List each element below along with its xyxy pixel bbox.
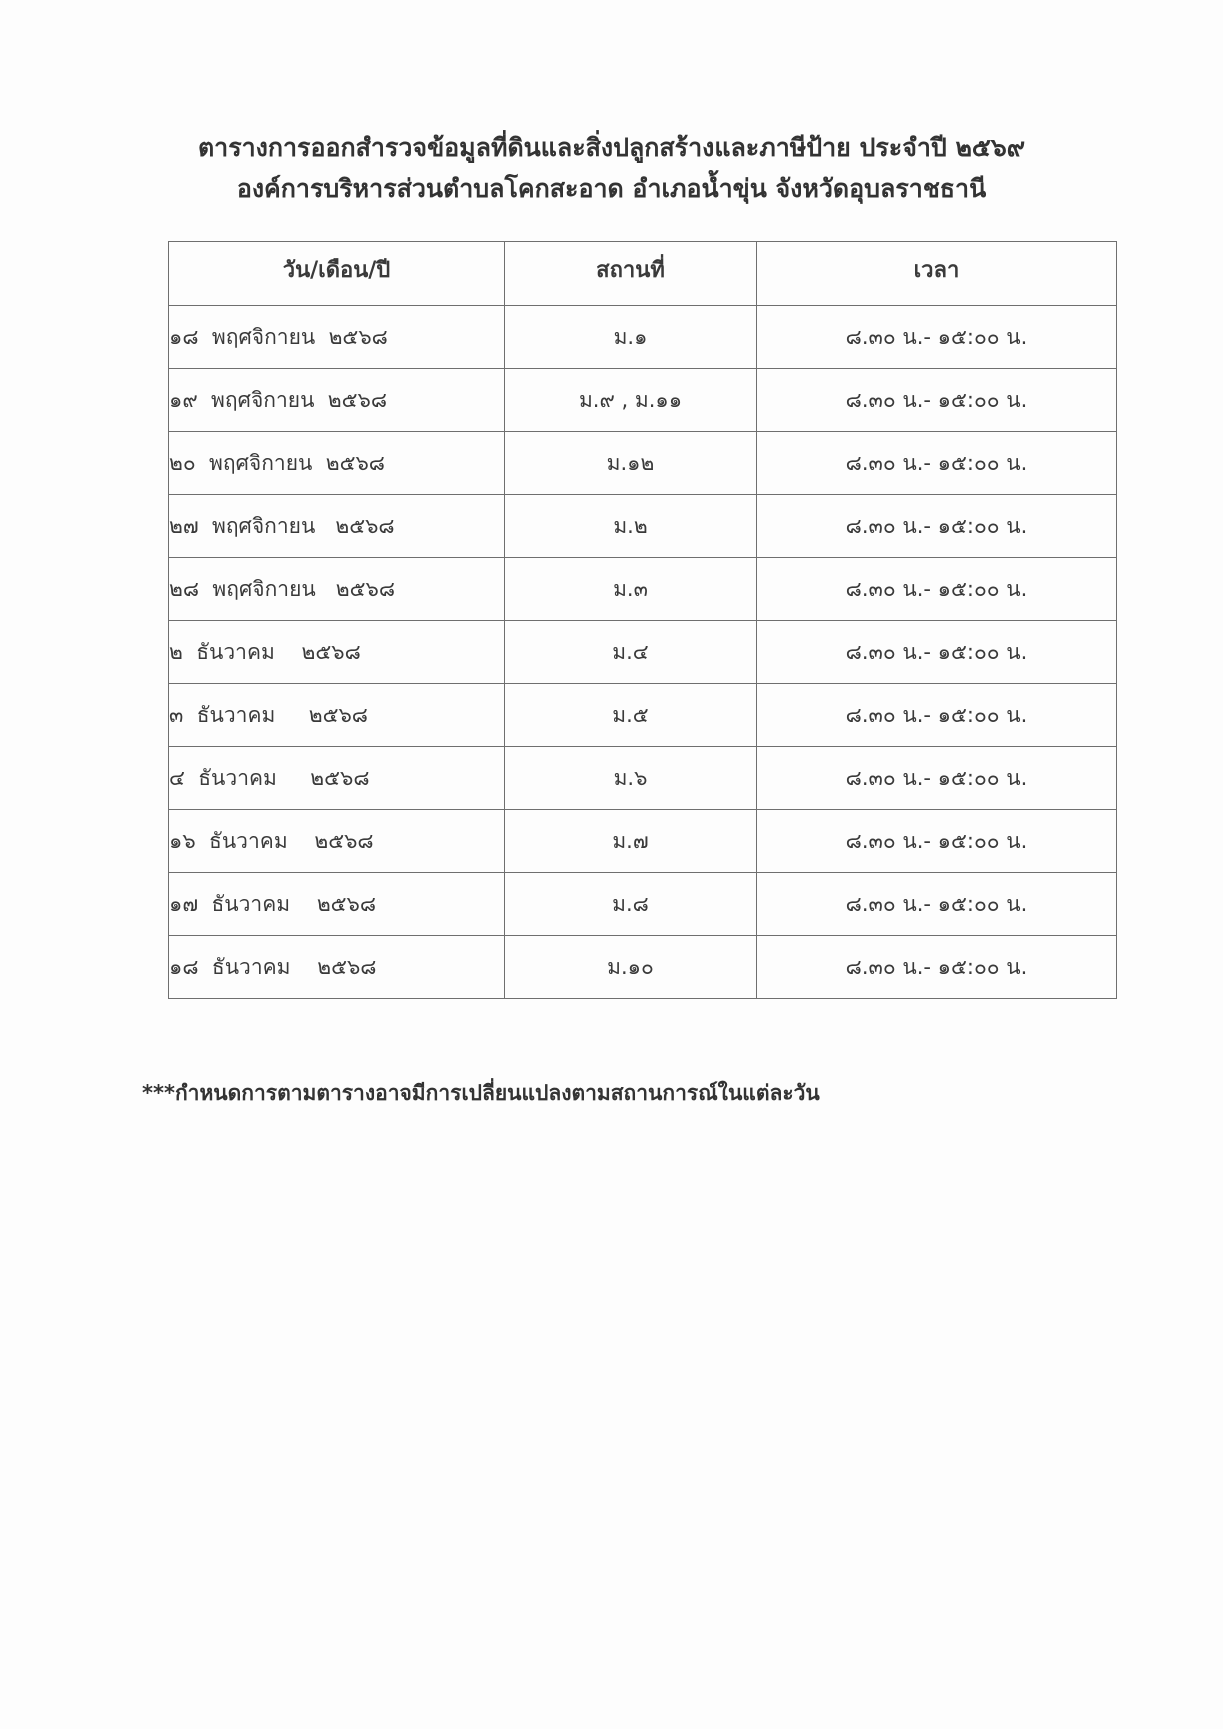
- document-title: ตารางการออกสำรวจข้อมูลที่ดินและสิ่งปลูกสร้างและภาษีป้าย ประจำปี ๒๕๖๙: [197, 133, 1026, 162]
- row-date: ๔ ธันวาคม ๒๕๖๘: [169, 747, 505, 810]
- table-row: [169, 432, 1117, 495]
- row-date: ๑๘ ธันวาคม ๒๕๖๘: [169, 936, 505, 999]
- row-time: ๘.๓๐ น.- ๑๕:๐๐ น.: [757, 747, 1117, 810]
- row-date: ๑๗ ธันวาคม ๒๕๖๘: [169, 873, 505, 936]
- table-row: [169, 873, 1117, 936]
- row-time: ๘.๓๐ น.- ๑๕:๐๐ น.: [757, 369, 1117, 432]
- row-time: ๘.๓๐ น.- ๑๕:๐๐ น.: [757, 495, 1117, 558]
- table-row: [169, 684, 1117, 747]
- row-date: ๒๘ พฤศจิกายน ๒๕๖๘: [169, 558, 505, 621]
- table-row: [169, 369, 1117, 432]
- row-time: ๘.๓๐ น.- ๑๕:๐๐ น.: [757, 558, 1117, 621]
- row-place: ม.๓: [505, 558, 757, 621]
- header-place: สถานที่: [505, 242, 757, 306]
- row-date: ๑๖ ธันวาคม ๒๕๖๘: [169, 810, 505, 873]
- row-time: ๘.๓๐ น.- ๑๕:๐๐ น.: [757, 306, 1117, 369]
- table-row: [169, 810, 1117, 873]
- row-place: ม.๑๒: [505, 432, 757, 495]
- row-time: ๘.๓๐ น.- ๑๕:๐๐ น.: [757, 810, 1117, 873]
- row-place: ม.๑๐: [505, 936, 757, 999]
- row-place: ม.๔: [505, 621, 757, 684]
- row-place: ม.๕: [505, 684, 757, 747]
- row-date: ๑๙ พฤศจิกายน ๒๕๖๘: [169, 369, 505, 432]
- row-date: ๓ ธันวาคม ๒๕๖๘: [169, 684, 505, 747]
- row-time: ๘.๓๐ น.- ๑๕:๐๐ น.: [757, 873, 1117, 936]
- table-row: [169, 621, 1117, 684]
- row-time: ๘.๓๐ น.- ๑๕:๐๐ น.: [757, 432, 1117, 495]
- row-place: ม.๗: [505, 810, 757, 873]
- row-place: ม.๘: [505, 873, 757, 936]
- table-row: [169, 495, 1117, 558]
- row-date: ๒ ธันวาคม ๒๕๖๘: [169, 621, 505, 684]
- row-place: ม.๖: [505, 747, 757, 810]
- table-row: [169, 558, 1117, 621]
- row-date: ๑๘ พฤศจิกายน ๒๕๖๘: [169, 306, 505, 369]
- table-row: [169, 747, 1117, 810]
- row-time: ๘.๓๐ น.- ๑๕:๐๐ น.: [757, 936, 1117, 999]
- table-row: [169, 936, 1117, 999]
- table-header-row: [169, 242, 1117, 306]
- row-place: ม.๙ , ม.๑๑: [505, 369, 757, 432]
- document-subtitle: องค์การบริหารส่วนตำบลโคกสะอาด อำเภอน้ำขุ่น จังหวัดอุบลราชธานี: [236, 174, 987, 203]
- row-date: ๒๐ พฤศจิกายน ๒๕๖๘: [169, 432, 505, 495]
- header-date: วัน/เดือน/ปี: [169, 242, 505, 306]
- row-place: ม.๑: [505, 306, 757, 369]
- row-place: ม.๒: [505, 495, 757, 558]
- schedule-note: ***กำหนดการตามตารางอาจมีการเปลี่ยนแปลงตามสถานการณ์ในแต่ละวัน: [142, 1081, 820, 1105]
- survey-schedule-table: [168, 241, 1117, 999]
- row-time: ๘.๓๐ น.- ๑๕:๐๐ น.: [757, 684, 1117, 747]
- header-time: เวลา: [757, 242, 1117, 306]
- row-time: ๘.๓๐ น.- ๑๕:๐๐ น.: [757, 621, 1117, 684]
- table-row: [169, 306, 1117, 369]
- row-date: ๒๗ พฤศจิกายน ๒๕๖๘: [169, 495, 505, 558]
